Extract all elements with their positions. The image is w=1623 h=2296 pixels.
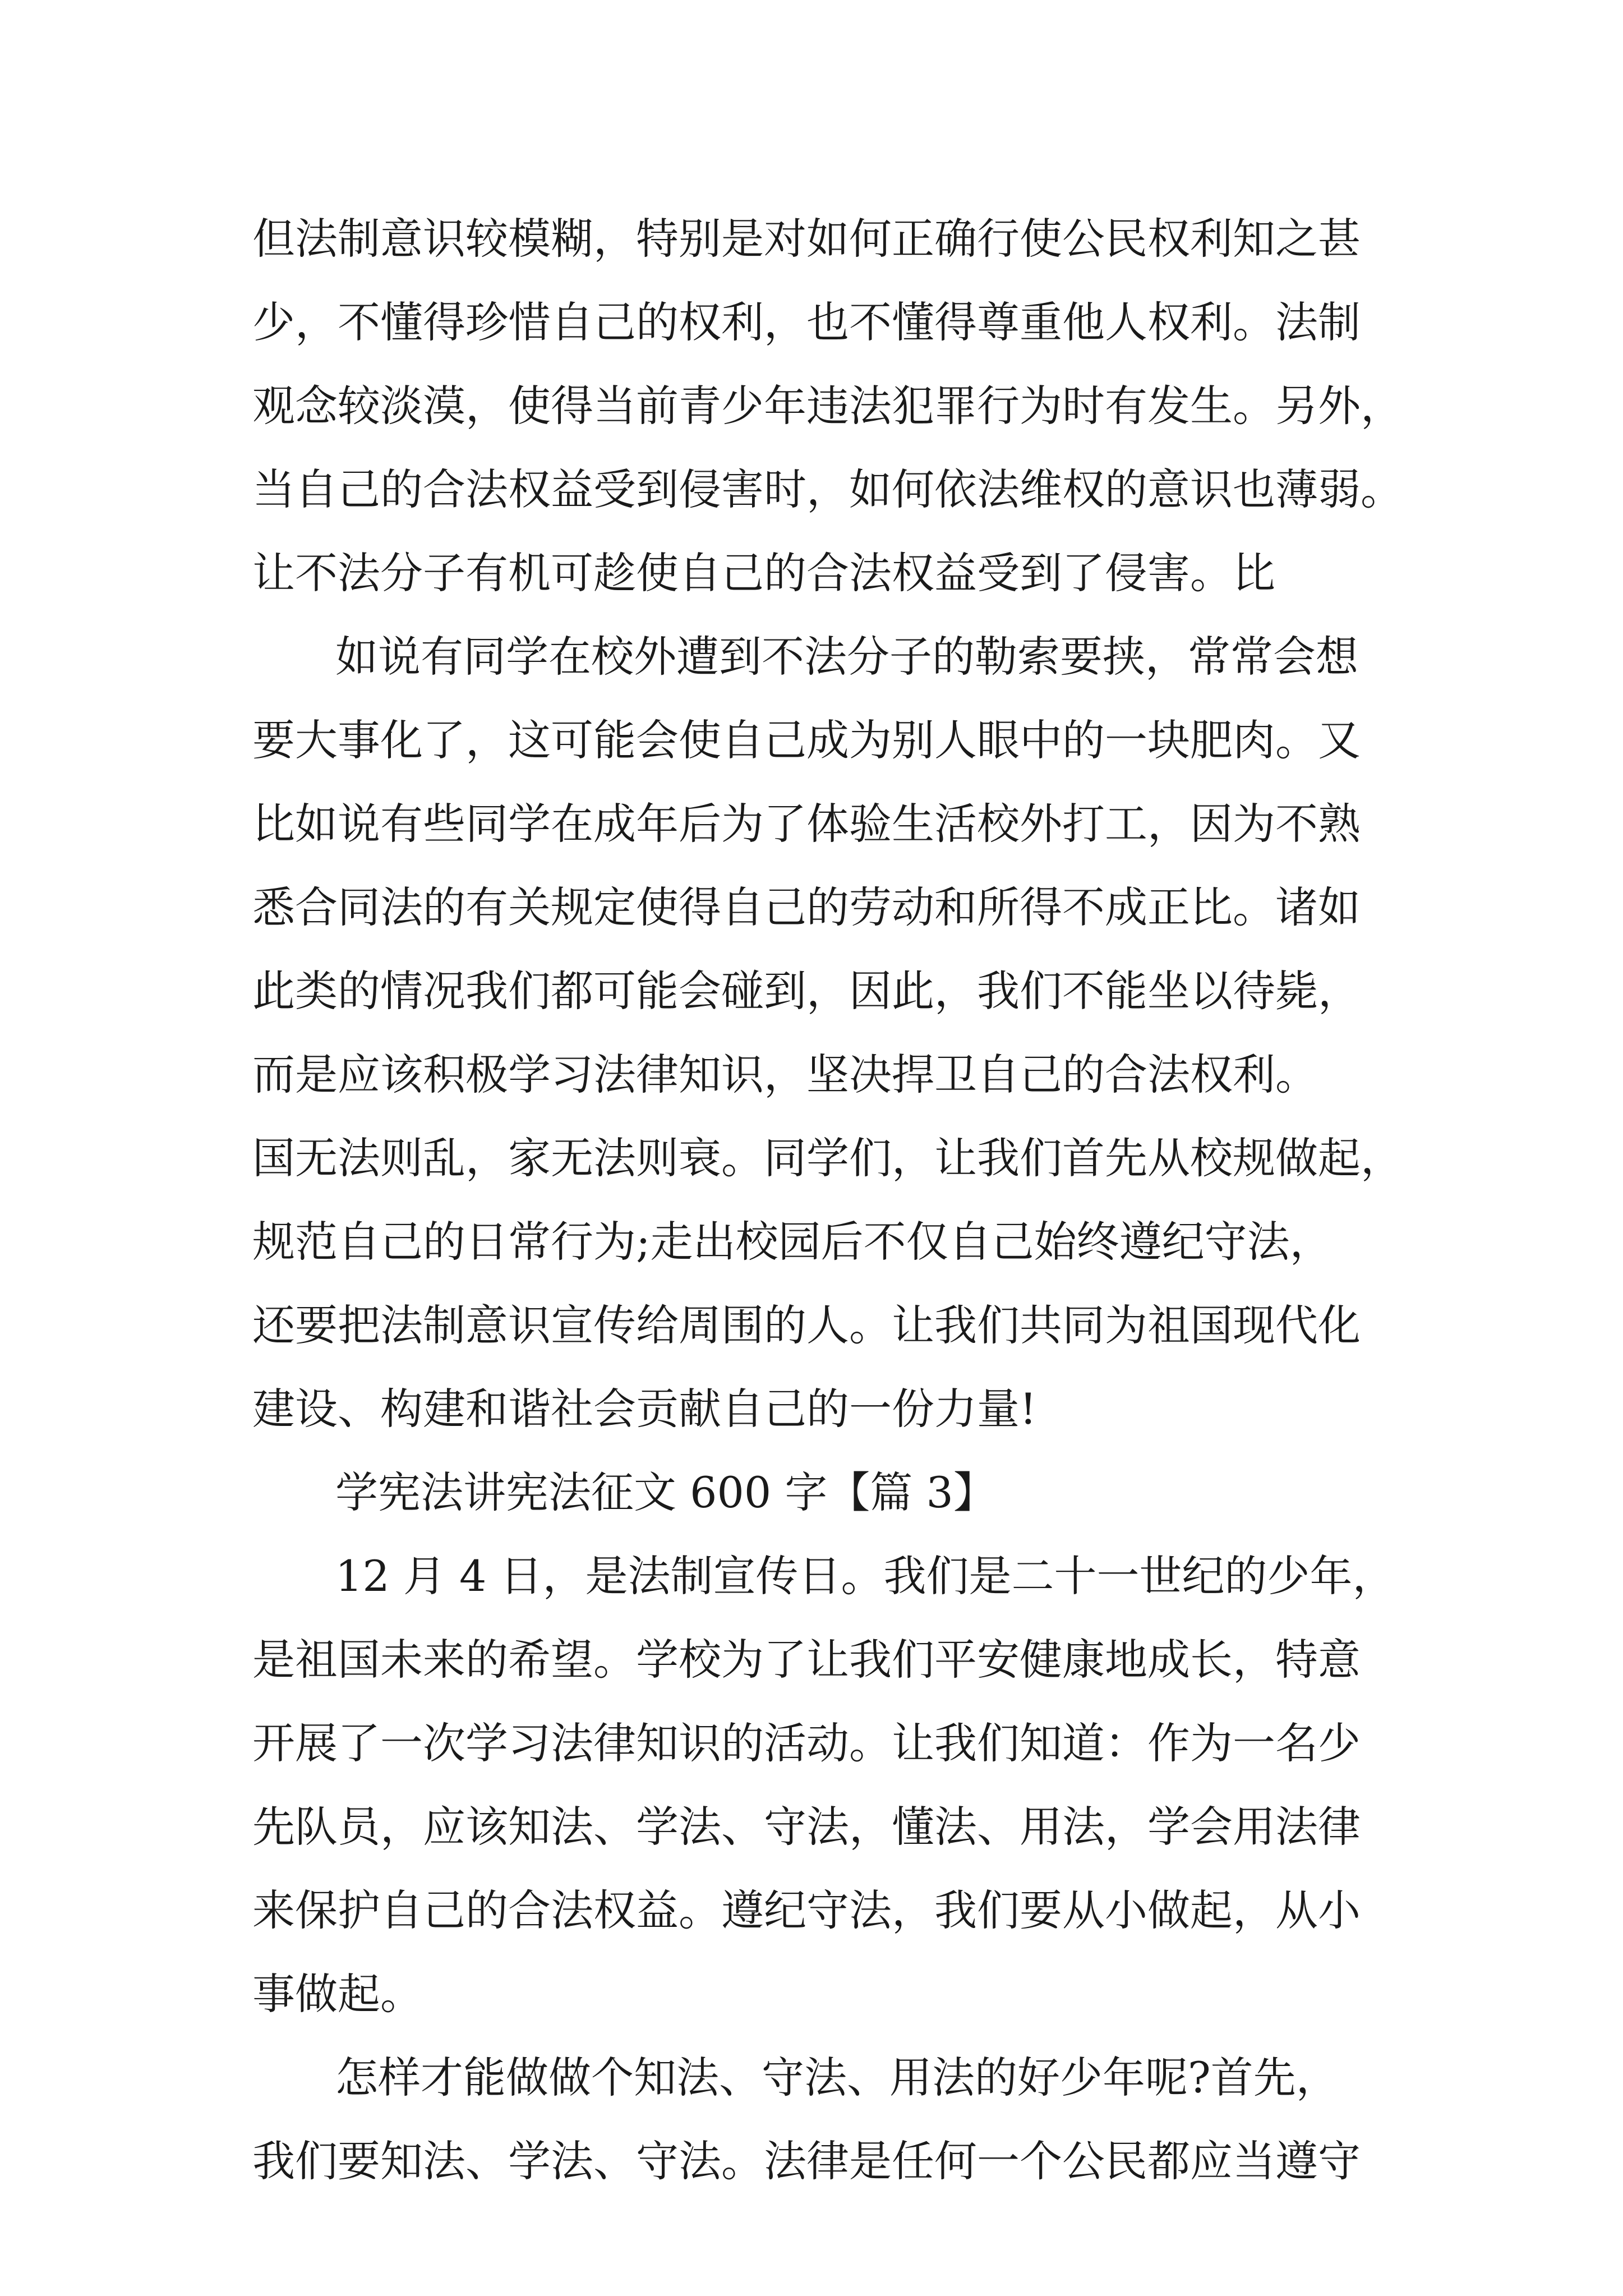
text-line: 此类的情况我们都可能会碰到，因此，我们不能坐以待毙， — [252, 966, 1361, 1016]
text-line: 事做起。 — [252, 1969, 423, 2019]
text-line: 先队员，应该知法、学法、守法，懂法、用法，学会用法律 — [252, 1802, 1361, 1852]
text-line: 但法制意识较模糊，特别是对如何正确行使公民权利知之甚 — [252, 214, 1361, 264]
text-line: 观念较淡漠，使得当前青少年违法犯罪行为时有发生。另外， — [252, 381, 1403, 431]
text-line: 少，不懂得珍惜自己的权利，也不懂得尊重他人权利。法制 — [252, 297, 1361, 347]
text-line: 建设、构建和谐社会贡献自己的一份力量! — [252, 1384, 1037, 1434]
text-line: 国无法则乱，家无法则衰。同学们，让我们首先从校规做起， — [252, 1133, 1403, 1183]
text-line: 我们要知法、学法、守法。法律是任何一个公民都应当遵守 — [252, 2136, 1361, 2186]
text-line: 而是应该积极学习法律知识，坚决捍卫自己的合法权利。 — [252, 1050, 1318, 1099]
text-line: 开展了一次学习法律知识的活动。让我们知道：作为一名少 — [252, 1718, 1361, 1768]
text-line: 怎样才能做做个知法、守法、用法的好少年呢?首先， — [335, 2053, 1339, 2102]
text-line: 让不法分子有机可趁使自己的合法权益受到了侵害。比 — [252, 548, 1275, 598]
text-line: 规范自己的日常行为;走出校园后不仅自己始终遵纪守法， — [252, 1217, 1332, 1267]
text-line: 悉合同法的有关规定使得自己的劳动和所得不成正比。诸如 — [252, 882, 1361, 932]
text-line: 比如说有些同学在成年后为了体验生活校外打工，因为不熟 — [252, 799, 1361, 849]
text-line: 如说有同学在校外遭到不法分子的勒索要挟，常常会想 — [335, 632, 1358, 682]
text-line: 是祖国未来的希望。学校为了让我们平安健康地成长，特意 — [252, 1635, 1361, 1685]
text-line: 当自己的合法权益受到侵害时，如何依法维权的意识也薄弱。 — [252, 464, 1403, 514]
text-line: 要大事化了，这可能会使自己成为别人眼中的一块肥肉。又 — [252, 715, 1361, 765]
section-heading: 学宪法讲宪法征文 600 字【篇 3】 — [335, 1467, 996, 1517]
text-line: 来保护自己的合法权益。遵纪守法，我们要从小做起，从小 — [252, 1885, 1361, 1935]
text-line: 还要把法制意识宣传给周围的人。让我们共同为祖国现代化 — [252, 1300, 1361, 1350]
text-line: 12 月 4 日，是法制宣传日。我们是二十一世纪的少年， — [335, 1551, 1395, 1601]
